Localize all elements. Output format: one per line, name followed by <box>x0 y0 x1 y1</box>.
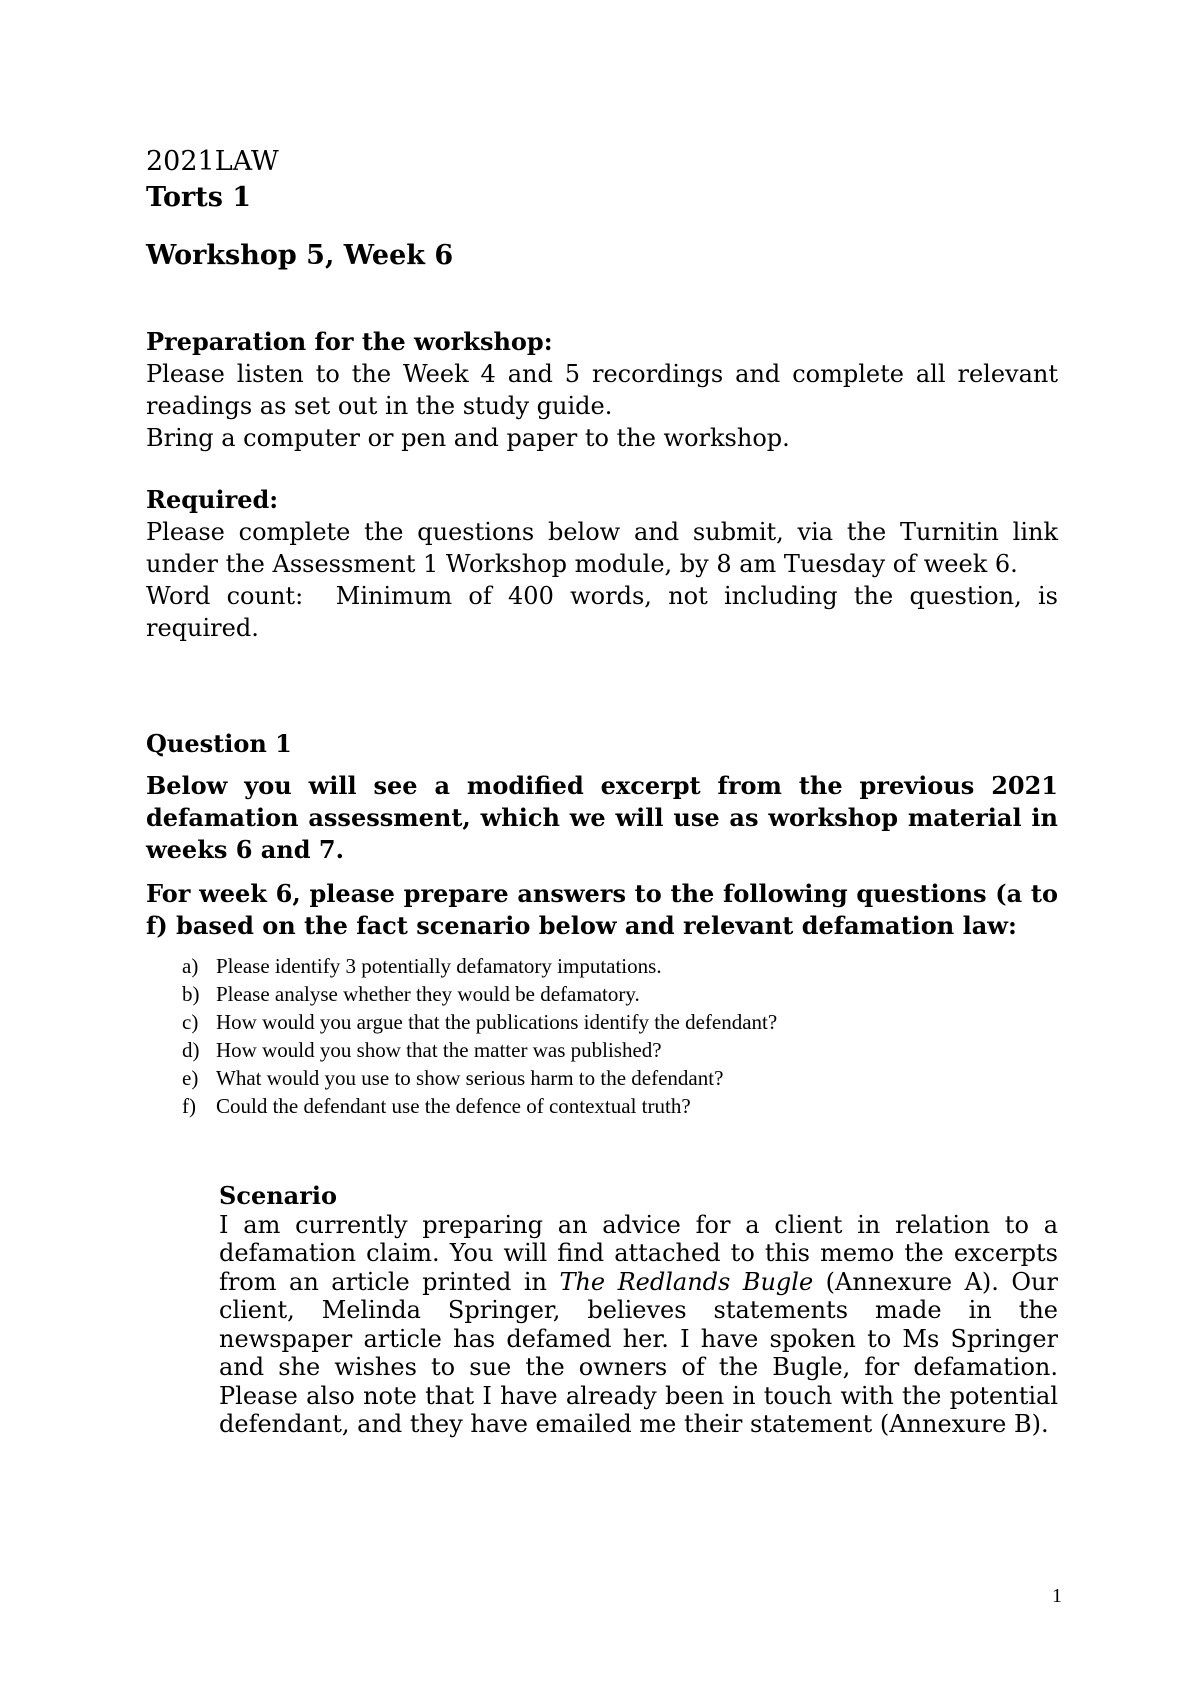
preparation-bring-text: Bring a computer or pen and paper to the workshop. <box>146 424 790 452</box>
list-item-text: What would you use to show serious harm to the defendant? <box>216 1066 724 1090</box>
list-marker: e) <box>182 1066 199 1090</box>
workshop-title: Workshop 5, Week 6 <box>146 240 454 271</box>
question-1-heading: Question 1 <box>146 729 292 758</box>
question-1-instructions: For week 6, please prepare answers to the following questions (a to f) based on the fact scenario below and relevant defamation law: <box>146 879 1058 940</box>
scenario-text <box>219 1211 1058 1439</box>
list-item <box>182 952 1058 980</box>
scenario-block <box>219 1182 1058 1439</box>
scenario-text-start: I am currently preparing an advice for a client in relation to a defamation claim. You will find attached to this memo the excerpts from an article printed in <box>219 1210 1058 1296</box>
word-count-text <box>146 580 1058 644</box>
list-item <box>182 1036 1058 1064</box>
list-marker: f) <box>182 1094 196 1118</box>
list-item-text: How would you argue that the publications identify the defendant? <box>216 1010 778 1034</box>
list-item-text: Could the defendant use the defence of contextual truth? <box>216 1094 691 1118</box>
preparation-text: Please listen to the Week 4 and 5 recordings and complete all relevant readings as set out in the study guide. <box>146 360 1058 420</box>
preparation-heading: Preparation for the workshop: <box>146 327 553 356</box>
course-title: Torts 1 <box>146 182 252 213</box>
scenario-text-end: (Annexure A). Our client, Melinda Springer, believes statements made in the newspaper article has defamed her. I have spoken to Ms Springer and she wishes to sue the owners of the Bugle, for defamation. Please also note that I have already been in touch with the potential defendant, and they have emailed me their statement (Annexure B). <box>219 1267 1058 1438</box>
scenario-heading: Scenario <box>219 1181 337 1210</box>
course-code: 2021LAW <box>146 146 279 177</box>
document-content <box>146 144 1058 1439</box>
list-marker: b) <box>182 982 200 1006</box>
list-marker: a) <box>182 954 199 978</box>
list-item <box>182 980 1058 1008</box>
word-count-label: Word count: <box>146 582 304 610</box>
list-marker: d) <box>182 1038 200 1062</box>
word-count-value: Minimum of 400 words, not including the question, is required. <box>146 582 1058 642</box>
list-item-text: Please analyse whether they would be defamatory. <box>216 982 640 1006</box>
required-text: Please complete the questions below and submit, via the Turnitin link under the Assessment 1 Workshop module, by 8 am Tuesday of week 6. <box>146 518 1058 578</box>
question-list <box>146 952 1058 1120</box>
list-item-text: How would you show that the matter was published? <box>216 1038 662 1062</box>
question-1-intro: Below you will see a modified excerpt from the previous 2021 defamation assessment, which we will use as workshop material in weeks 6 and 7. <box>146 771 1058 864</box>
list-marker: c) <box>182 1010 199 1034</box>
list-item <box>182 1092 1058 1120</box>
required-heading: Required: <box>146 485 279 514</box>
list-item <box>182 1064 1058 1092</box>
page-number: 1 <box>1052 1585 1062 1607</box>
list-item-text: Please identify 3 potentially defamatory imputations. <box>216 954 662 978</box>
list-item <box>182 1008 1058 1036</box>
publication-name: The Redlands Bugle <box>559 1267 814 1296</box>
